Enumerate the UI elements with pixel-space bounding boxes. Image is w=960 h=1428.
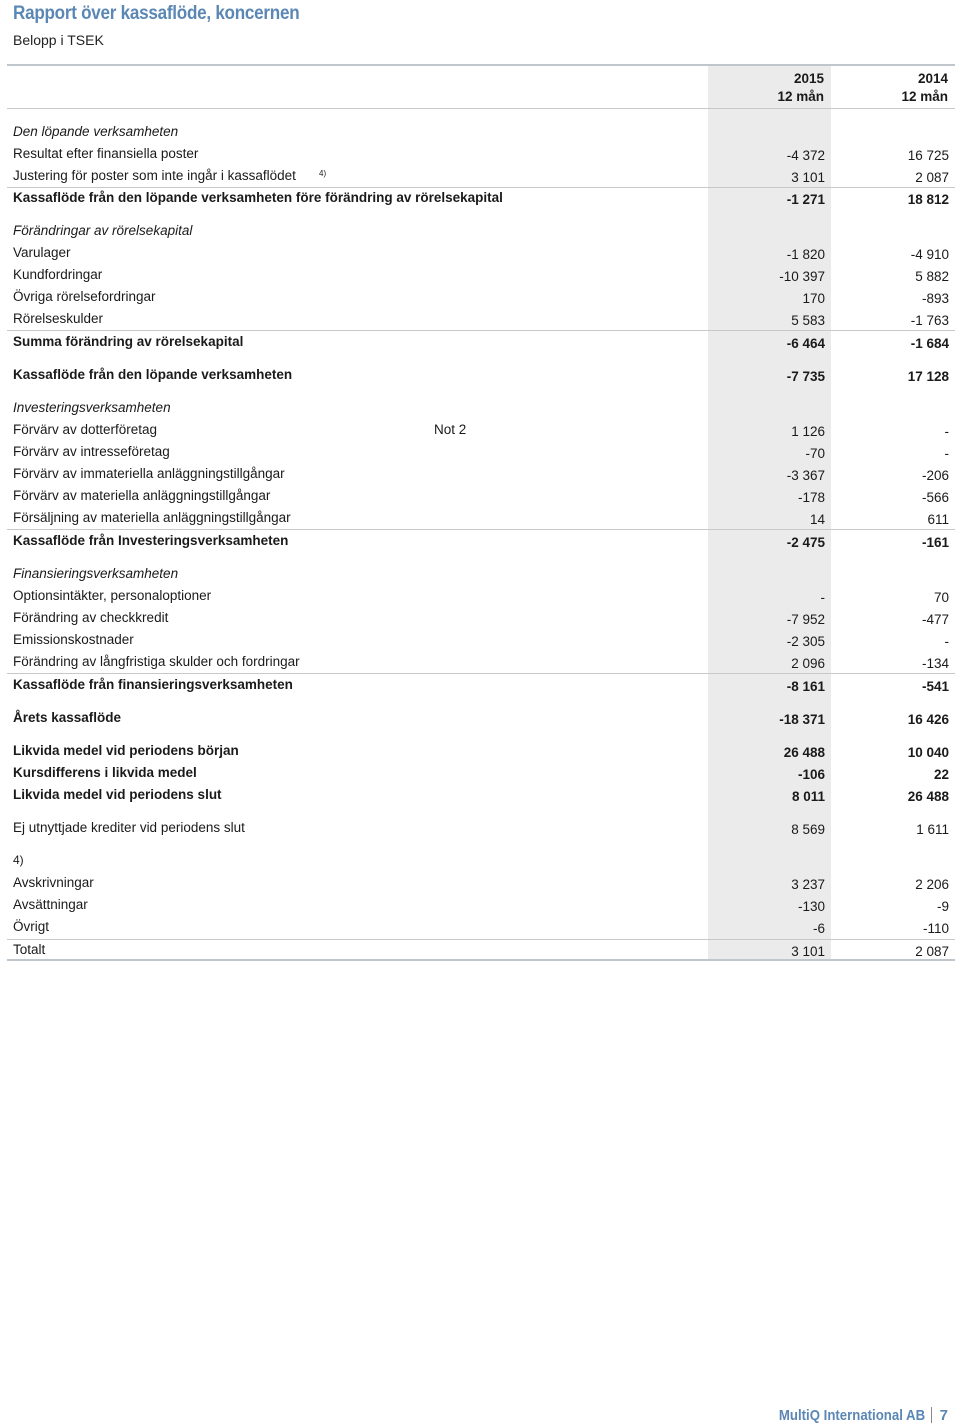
value-2014: 70 [933,590,949,605]
value-2014: 5 882 [915,269,949,284]
row-label: Kassaflöde från den löpande verksamheten [13,367,293,382]
row-label: Varulager [13,245,71,260]
column-header-2014 [901,70,948,106]
value-2014: - [944,424,949,439]
value-2015: -2 475 [786,535,825,550]
report-subtitle: Belopp i TSEK [13,32,104,48]
value-2014: -566 [921,490,949,505]
section-heading [7,564,955,585]
value-2015: -130 [797,899,825,914]
note-reference: Not 2 [434,422,467,437]
table-row [7,287,955,308]
row-label: Kursdifferens i likvida medel [13,765,197,780]
total-row [7,531,955,552]
value-2015: -70 [805,446,825,461]
value-2014: 16 426 [907,712,949,727]
row-label: Övrigt [13,919,50,934]
value-2014: -1 763 [910,313,949,328]
value-2014: 611 [927,512,949,527]
row-label: Finansieringsverksamheten [13,566,179,581]
table-row [7,652,955,674]
total-row [7,332,955,353]
value-2015: -18 371 [779,712,825,727]
table-row [7,442,955,463]
table-row [7,608,955,629]
footer-divider [931,1407,932,1423]
table-row [7,586,955,607]
table-row [7,420,955,441]
page-footer [759,1404,948,1426]
row-label: Årets kassaflöde [13,710,122,725]
total-row [7,365,955,386]
value-2015: -178 [797,490,825,505]
value-2015: -10 397 [779,269,825,284]
column-header-2015 [777,70,824,106]
value-2015: -6 [812,921,825,936]
table-row [7,939,955,961]
value-2015: 26 488 [783,745,825,760]
section-heading [7,221,955,242]
row-label: Investeringsverksamheten [13,400,171,415]
value-2014: 2 087 [915,944,949,959]
row-label: Avsättningar [13,897,88,912]
section-heading [7,398,955,419]
total-row [7,741,955,762]
value-2014: -110 [922,921,949,936]
value-2014: -1 684 [910,336,949,351]
value-2014: 22 [933,767,949,782]
row-label: Optionsintäkter, personaloptioner [13,588,212,603]
table-row [7,917,955,938]
value-2015: 8 569 [791,822,825,837]
value-2014: -4 910 [910,247,949,262]
value-2015: -7 735 [786,369,825,384]
row-label: Ej utnyttjade krediter vid periodens slut [13,820,245,835]
row-label: Försäljning av materiella anläggningstillgångar [13,510,291,525]
value-2015: 14 [809,512,825,527]
row-label: Likvida medel vid periodens början [13,743,239,758]
column-header-2015-period: 12 mån [777,89,824,104]
value-2015: -8 161 [786,679,825,694]
table-row [7,309,955,331]
total-row [7,785,955,806]
table-row [7,265,955,286]
table-row [7,144,955,165]
value-2015: -4 372 [786,148,825,163]
row-label: Likvida medel vid periodens slut [13,787,222,802]
row-label: Justering för poster som inte ingår i kassaflödet [13,168,296,183]
total-row [7,675,955,696]
value-2014: -477 [921,612,949,627]
value-2015: -6 464 [786,336,825,351]
value-2014: - [944,634,949,649]
value-2015: - [820,590,825,605]
table-row [7,508,955,530]
value-2015: 1 126 [791,424,825,439]
value-2014: 1 611 [916,822,949,837]
bottom-rule [7,959,955,961]
total-row [7,763,955,784]
value-2015: -106 [797,767,825,782]
table-row [7,166,955,188]
table-row [7,895,955,916]
value-2014: -134 [921,656,949,671]
section-heading [7,122,955,143]
row-label: Förvärv av intresseföretag [13,444,170,459]
row-label: 4) [13,853,24,867]
value-2015: 3 237 [791,877,825,892]
value-2014: - [944,446,949,461]
row-label: Förändring av långfristiga skulder och fordringar [13,654,300,669]
total-row [7,188,955,209]
row-label: Resultat efter finansiella poster [13,146,199,161]
row-label: Förvärv av materiella anläggningstillgångar [13,488,271,503]
footnote-marker: 4) [319,169,327,178]
table-row [7,486,955,507]
value-2014: 26 488 [907,789,949,804]
value-2015: 3 101 [791,944,825,959]
row-label: Rörelseskulder [13,311,104,326]
value-2015: 8 011 [791,789,825,804]
table-row [7,851,955,872]
row-label: Kundfordringar [13,267,103,282]
value-2014: -541 [921,679,949,694]
row-label: Förvärv av immateriella anläggningstillgångar [13,466,285,481]
column-header-2014-year: 2014 [917,71,948,86]
row-label: Avskrivningar [13,875,94,890]
report-title: Rapport över kassaflöde, koncernen [13,3,300,24]
row-label: Förändring av checkkredit [13,610,169,625]
row-label: Förändringar av rörelsekapital [13,223,193,238]
row-label: Totalt [13,942,46,957]
footer-company: MultiQ International AB [778,1406,925,1424]
table-row [7,243,955,264]
value-2015: -2 305 [786,634,825,649]
row-label: Kassaflöde från Investeringsverksamheten [13,533,289,548]
value-2015: -7 952 [786,612,825,627]
table-row [7,464,955,485]
value-2014: -161 [921,535,949,550]
value-2014: 17 128 [907,369,949,384]
header-rule [7,108,955,109]
row-label: Summa förändring av rörelsekapital [13,334,244,349]
value-2014: 16 725 [907,148,949,163]
value-2014: 2 087 [915,170,949,185]
table-row [7,818,955,839]
value-2014: -206 [921,468,949,483]
row-label: Kassaflöde från den löpande verksamheten före förändring av rörelsekapital [13,190,503,205]
value-2015: 2 096 [791,656,825,671]
total-row [7,708,955,729]
column-header-2015-year: 2015 [793,71,824,86]
value-2014: -9 [936,899,949,914]
value-2014: 18 812 [907,192,949,207]
value-2015: 3 101 [791,170,825,185]
row-label: Emissionskostnader [13,632,134,647]
table-row [7,630,955,651]
value-2014: 2 206 [915,877,949,892]
row-label: Förvärv av dotterföretag [13,422,158,437]
value-2014: 10 040 [907,745,949,760]
row-label: Den löpande verksamheten [13,124,179,139]
value-2015: -3 367 [786,468,825,483]
row-label: Kassaflöde från finansieringsverksamheten [13,677,293,692]
page-number: 7 [939,1406,948,1424]
value-2015: 5 583 [791,313,825,328]
value-2015: -1 271 [786,192,825,207]
value-2015: 170 [802,291,825,306]
value-2014: -893 [921,291,949,306]
table-row [7,873,955,894]
column-header-2014-period: 12 mån [901,89,948,104]
row-label: Övriga rörelsefordringar [13,289,156,304]
value-2015: -1 820 [786,247,825,262]
